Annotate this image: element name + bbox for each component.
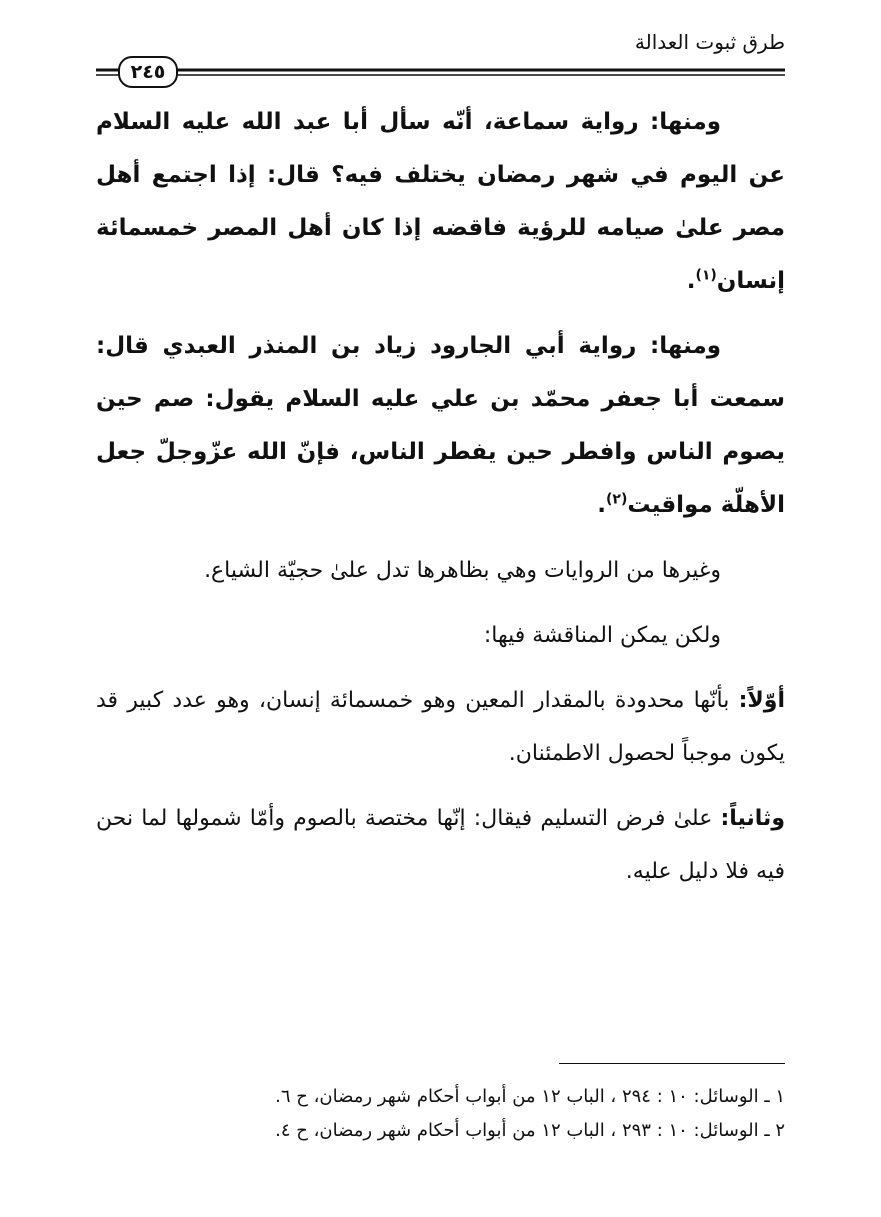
running-title: طرق ثبوت العدالة <box>634 30 785 54</box>
paragraph-end: . <box>686 268 696 294</box>
page-number: ٢٤٥ <box>118 56 178 88</box>
paragraph-discussion-intro: ولكن يمكن المناقشة فيها: <box>483 623 721 648</box>
paragraph-second-objection <box>96 792 785 898</box>
main-text <box>96 96 785 910</box>
header-rule <box>96 68 785 78</box>
footnotes <box>96 1080 785 1148</box>
footnote-marker: (٢) <box>605 491 628 508</box>
footnote-marker: (١) <box>695 267 717 284</box>
paragraph-jarud-narration <box>96 320 785 532</box>
paragraph-other-narrations: وغيرها من الروايات وهي بظاهرها تدل علىٰ حجيّة الشياع. <box>204 558 721 583</box>
paragraph-lead: أوّلاً: <box>738 688 785 713</box>
footnote: ٢ ـ الوسائل: ١٠ : ٢٩٣ ، الباب ١٢ من أبواب أحكام شهر رمضان، ح ٤. <box>275 1120 785 1141</box>
footnote-rule <box>559 1063 785 1064</box>
paragraph-end: . <box>597 492 606 518</box>
paragraph-text: علىٰ فرض التسليم فيقال: إنّها مختصة بالصوم وأمّا شمولها لما نحن فيه فلا دليل عليه. <box>96 806 785 884</box>
paragraph-samaa-narration <box>96 96 785 308</box>
paragraph-text: ومنها: رواية سماعة، أنّه سأل أبا عبد الله عليه السلام عن اليوم في شهر رمضان يختلف فيه؟ قال: إذا اجتمع أهل مصر علىٰ صيامه للرؤية فاقضه إذا كان أهل المصر خمسمائة إنسان <box>96 109 785 294</box>
footnote: ١ ـ الوسائل: ١٠ : ٢٩٤ ، الباب ١٢ من أبواب أحكام شهر رمضان، ح ٦. <box>275 1086 785 1107</box>
paragraph-lead: وثانياً: <box>720 806 785 831</box>
paragraph-text: ومنها: رواية أبي الجارود زياد بن المنذر العبدي قال: سمعت أبا جعفر محمّد بن علي عليه السلام يقول: صم حين يصوم الناس وافطر حين يفطر الناس، فإنّ الله عزّوجلّ جعل الأهلّة مواقيت <box>96 333 785 518</box>
paragraph-first-objection <box>96 674 785 780</box>
paragraph-text: بأنّها محدودة بالمقدار المعين وهو خمسمائة إنسان، وهو عدد كبير قد يكون موجباً لحصول الاطمئنان. <box>96 688 785 766</box>
